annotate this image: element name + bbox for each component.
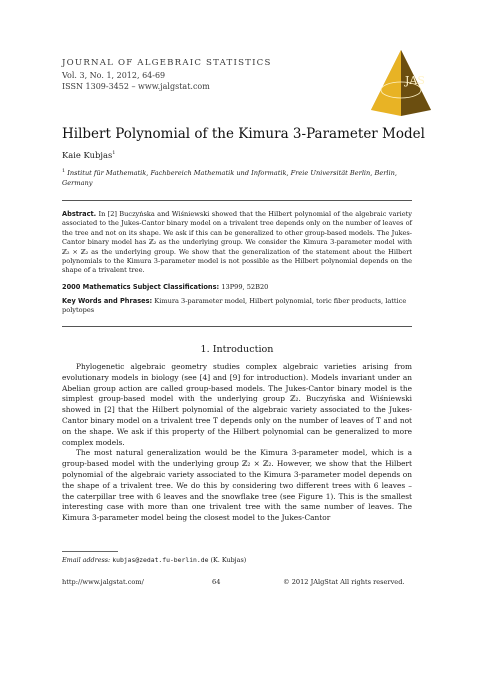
paragraph: The most natural generalization would be the Kimura 3-parameter model, which is a group-based model with the underlying group ℤ₂ × ℤ₂. However, we show that the Hilbert polynomial of the algebraic variety associated to the Kimura 3-parameter model depends on the shape of a trivalent tree. We do this by considering two different trees with 6 leaves – the caterpillar tree with 6 leaves and the snowflake tree (see Figure 1). This is the smallest interesting case with more than one trivalent tree with the same number of leaves. The Kimura 3-parameter model being the closest model to the Jukes-Cantor xyxy=(62,448,412,523)
affiliation-sup: 1 xyxy=(62,168,66,174)
abstract-label: Abstract. xyxy=(62,210,97,218)
keywords-value: Kimura 3-parameter model, Hilbert polynomial, toric fiber products, lattice polytopes xyxy=(62,297,407,315)
body-text xyxy=(62,362,412,524)
msc-value: 13P99, 52B20 xyxy=(221,283,269,291)
journal-name: JOURNAL OF ALGEBRAIC STATISTICS xyxy=(62,58,272,68)
logo-text: JAS xyxy=(405,74,425,87)
footnote xyxy=(62,556,246,564)
footnote-email[interactable]: kubjas@zedat.fu-berlin.de xyxy=(112,556,209,564)
footer-url[interactable]: http://www.jalgstat.com/ xyxy=(62,578,144,586)
footnote-rule xyxy=(62,551,118,552)
paragraph: Phylogenetic algebraic geometry studies complex algebraic varieties arising from evolutionary models in biology (see [4] and [9] for introduction). Models invariant under an Abelian group action are called group-based models. The Jukes-Cantor binary model is the simplest group-based model with the underlying group ℤ₂. Buczyńska and Wiśniewski showed in [2] that the Hilbert polynomial of the algebraic variety associated to the Jukes-Cantor binary model on a trivalent tree T depends only on the number of leaves of T and not on the shape. We ask if this property of the Hilbert polynomial can be generalized to more complex models. xyxy=(62,362,412,447)
section-heading: 1. Introduction xyxy=(200,344,274,355)
issn-line: ISSN 1309-3452 – www.jalgstat.com xyxy=(62,82,210,91)
keywords-line xyxy=(62,297,412,316)
footnote-label: Email address: xyxy=(62,556,111,564)
rule-bottom xyxy=(62,326,412,327)
affiliation xyxy=(62,166,422,188)
affiliation-text: Institut für Mathematik, Fachbereich Mathematik und Informatik, Freie Universität Berlin, Berlin, Germany xyxy=(62,169,397,188)
author-line xyxy=(62,150,115,160)
msc-line xyxy=(62,283,412,291)
rule-top xyxy=(62,200,412,201)
volume-line: Vol. 3, No. 1, 2012, 64-69 xyxy=(62,71,166,80)
author-sup: 1 xyxy=(112,150,116,157)
footer-copyright: © 2012 JAlgStat All rights reserved. xyxy=(283,578,405,586)
keywords-label: Key Words and Phrases: xyxy=(62,297,153,305)
abstract-text: In [2] Buczyńska and Wiśniewski showed that the Hilbert polynomial of the algebraic variety associated to the Jukes-Cantor binary model on a trivalent tree depends only on the number of leaves of the tree and not on its shape. We ask if this can be generalized to other group-based models. The Jukes-Cantor binary model has ℤ₂ as the underlying group. We consider the Kimura 3-parameter model with ℤ₂ × ℤ₂ as the underlying group. We show that the generalization of the statement about the Hilbert polynomials to the Kimura 3-parameter model is not possible as the Hilbert polynomial depends on the shape of a trivalent tree. xyxy=(62,210,412,275)
logo-pyramid-left xyxy=(371,50,401,116)
journal-logo xyxy=(365,44,437,118)
msc-label: 2000 Mathematics Subject Classifications: xyxy=(62,283,220,291)
footnote-name: (K. Kubjas) xyxy=(210,556,247,564)
paper-title: Hilbert Polynomial of the Kimura 3-Parameter Model xyxy=(62,126,425,142)
author-name: Kaie Kubjas xyxy=(62,150,113,160)
page-number: 64 xyxy=(212,578,221,586)
abstract xyxy=(62,210,412,276)
